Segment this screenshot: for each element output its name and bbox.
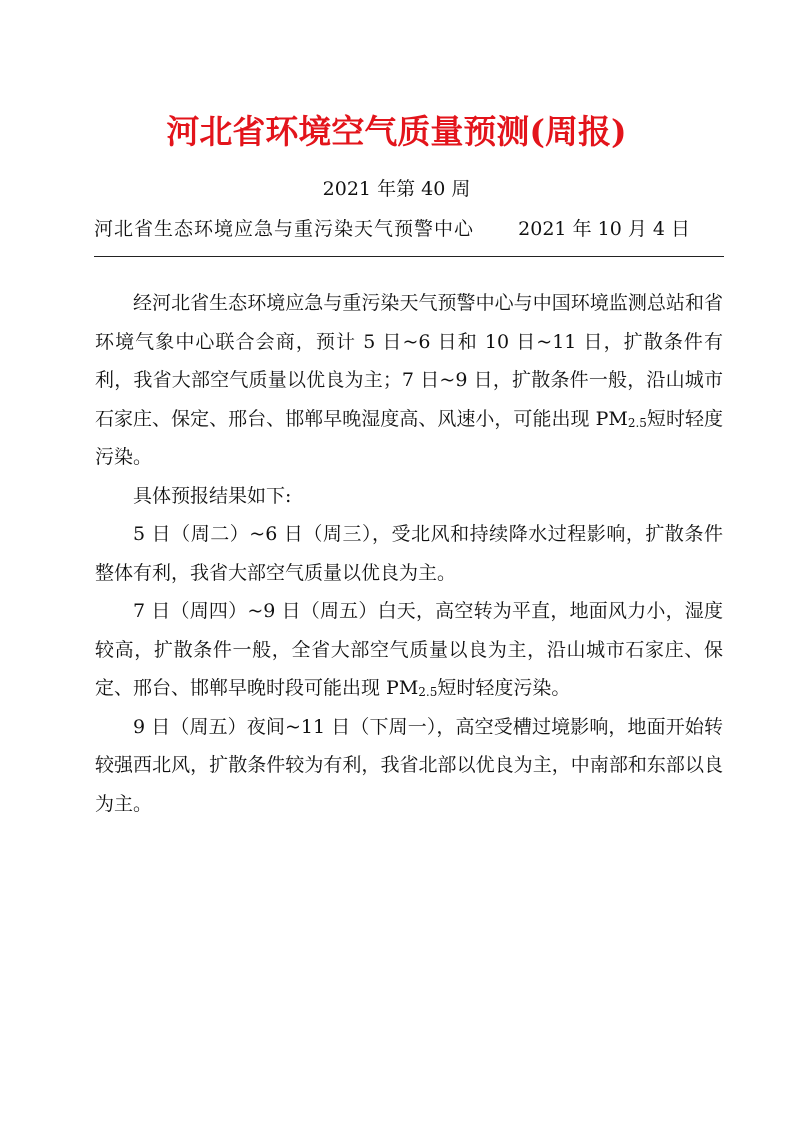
header-divider xyxy=(94,256,724,257)
forecast2-text-1: 7 日（周四）~9 日（周五）白天，高空转为平直，地面风力小，湿度较高，扩散条件一般，全省大部空气质量以良为主，沿山城市石家庄、保定、邢台、邯郸早晚时段可能出现 PM xyxy=(95,600,723,699)
forecast2-text-2: 短时轻度污染。 xyxy=(437,677,571,699)
intro-text-1: 经河北省生态环境应急与重污染天气预警中心与中国环境监测总站和省环境气象中心联合会商，预计 5 日~6 日和 10 日~11 日，扩散条件有利，我省大部空气质量以优良为主；7 日~9 日，扩散条件一般，沿山城市石家庄、保定、邢台、邯郸早晚湿度高、风速小，可能出现 PM xyxy=(95,292,723,430)
intro-text-2: 短时轻度污染。 xyxy=(95,407,723,468)
forecast2-pm-subscript: 2.5 xyxy=(418,685,438,699)
forecast-paragraph-1: 5 日（周二）~6 日（周三），受北风和持续降水过程影响，扩散条件整体有利，我省大部空气质量以优良为主。 xyxy=(95,523,723,584)
forecast-paragraph-3: 9 日（周五）夜间~11 日（下周一），高空受槽过境影响，地面开始转较强西北风，扩散条件较为有利，我省北部以优良为主，中南部和东部以良为主。 xyxy=(95,715,723,815)
intro-pm-subscript: 2.5 xyxy=(627,415,647,430)
issuing-organization: 河北省生态环境应急与重污染天气预警中心 xyxy=(94,218,475,240)
header-meta xyxy=(94,214,724,244)
intro-paragraph xyxy=(95,284,723,477)
forecast-paragraph-2 xyxy=(95,592,723,708)
document-title: 河北省环境空气质量预测(周报) xyxy=(166,112,627,151)
issue-date: 2021 年 10 月 4 日 xyxy=(518,218,690,240)
issue-number: 2021 年第 40 周 xyxy=(322,178,471,200)
document-body xyxy=(95,284,723,823)
lead-paragraph: 具体预报结果如下: xyxy=(133,484,292,507)
